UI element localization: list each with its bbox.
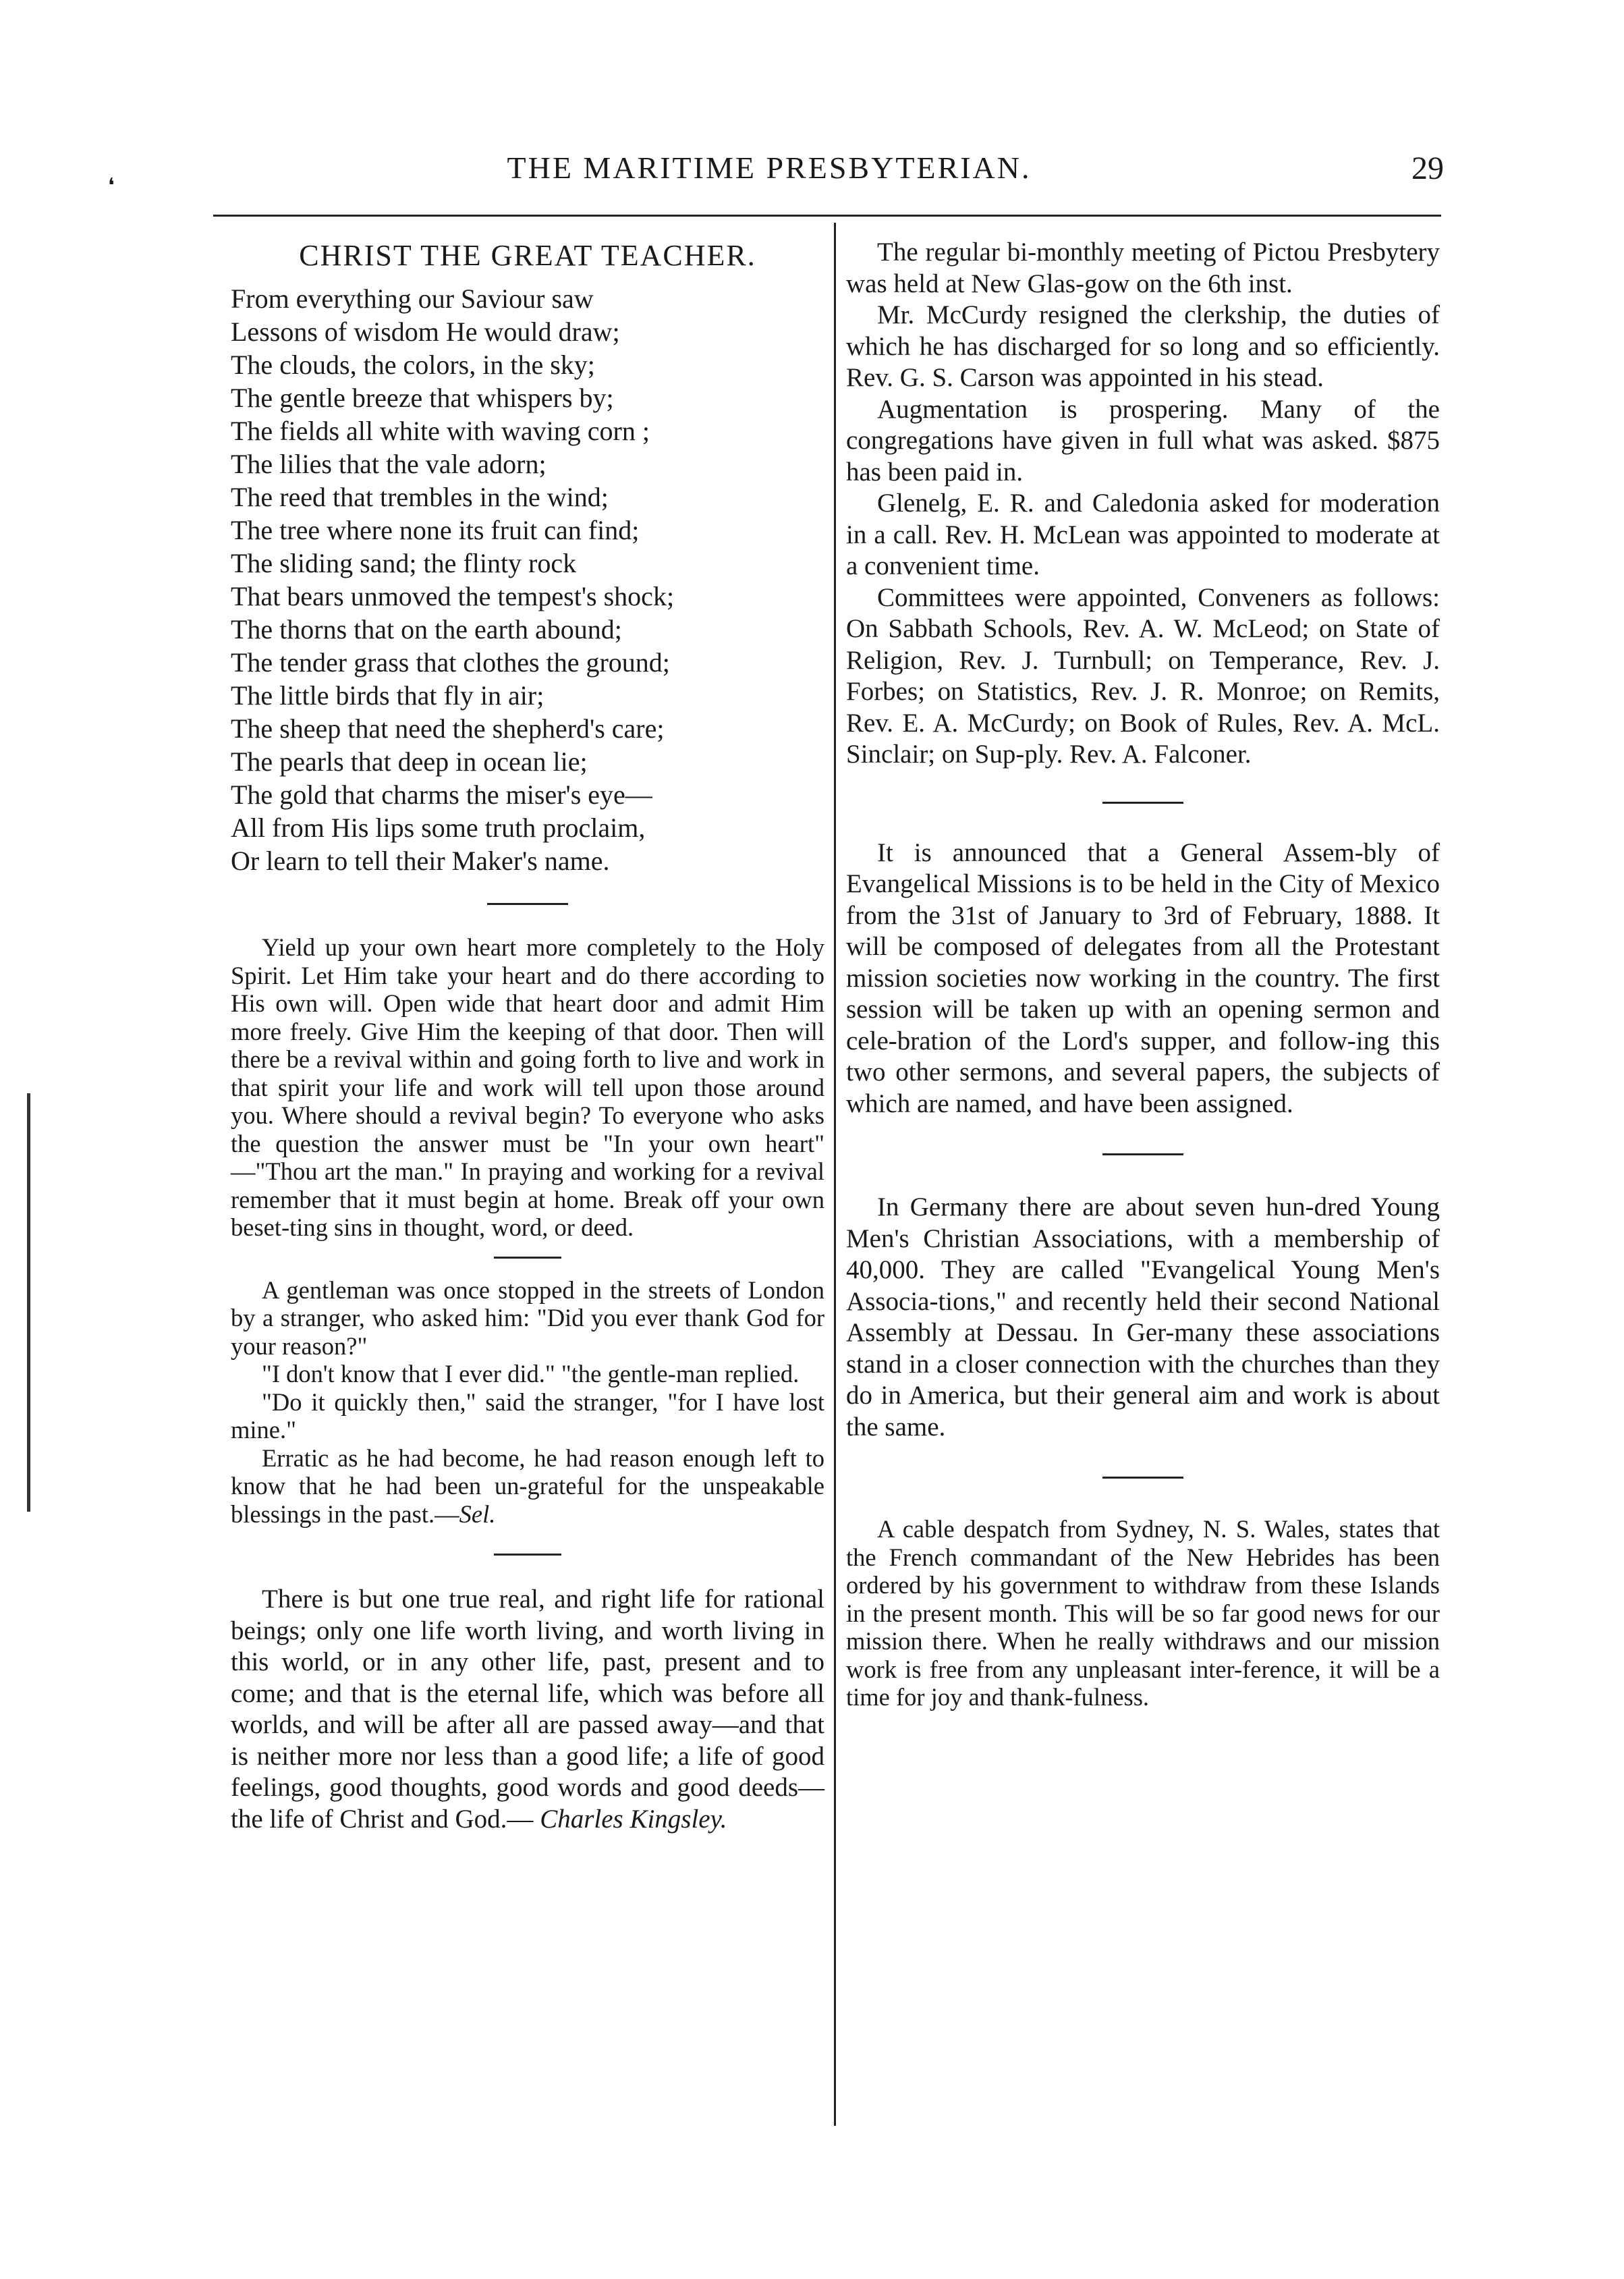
paragraph: "I don't know that I ever did." "the gentle-man replied. [262,1360,800,1388]
article-mexico-assembly: It is announced that a General Assem-bly of Evangelical Missions is to be held in the City of Mexico from the 31st of January to 3rd of February, 1888. It will be composed of delegates from all the Protestant mission societies now working in the country. The first session will be taken up with an opening sermon and cele-bration of the Lord's supper, and follow-ing this two other sermons, and several papers, the subjects of which are named, and have been assigned. [846,838,1440,1118]
poem-line: That bears unmoved the tempest's shock; [231,581,675,611]
article-true-real [231,1584,824,1835]
paragraph: A gentleman was once stopped in the streets of London by a stranger, who asked him: "Did you ever thank God for your reason?" [231,1275,824,1360]
section-separator [494,1554,561,1556]
running-title: THE MARITIME PRESBYTERIAN. [507,150,1032,185]
section-separator [1102,1153,1183,1155]
poem-line: The sheep that need the shepherd's care; [231,713,665,744]
poem-line: The reed that trembles in the wind; [231,482,609,512]
section-separator [1102,802,1183,804]
article-new-hebrides: A cable despatch from Sydney, N. S. Wales, states that the French commandant of the New Hebrides has been ordered by his government to withdraw from these Islands in the present month. This will be so far good news for our mission there. When he really withdraws and our mission work is free from any unpleasant inter-ference, it will be a time for joy and thank-fulness. [846,1515,1440,1711]
paragraph: "Do it quickly then," said the stranger, "for I have lost mine." [231,1388,824,1444]
paragraph-text: There is but one true real, and right life for rational beings; only one life worth living, and worth living in this world, or in any other life, past, present and to come; and that is the eternal life, which was before all worlds, and will be after all are passed away—and that is neither more nor less than a good life; a life of good feelings, good thoughts, good words and good deeds—the life of Christ and God.— [231,1585,824,1834]
page-number: 29 [1411,150,1444,186]
poem-line: The lilies that the vale adorn; [231,449,547,479]
poem-line: From everything our Saviour saw [231,283,594,314]
section-separator [494,1257,561,1259]
paragraph [231,1444,824,1529]
article-gentleman [231,1276,824,1529]
left-column [231,226,824,1835]
paragraph: Glenelg, E. R. and Caledonia asked for moderation in a call. Rev. H. McLean was appointed to moderate at a convenient time. [846,489,1440,580]
article-revival: Yield up your own heart more completely to the Holy Spirit. Let Him take your heart and do there according to His own will. Open wide that heart door and admit Him more freely. Give Him the keeping of that door. Then will there be a revival within and going forth to live and work in that spirit your life and work will tell upon those around you. Where should a revival begin? To everyone who asks the question the answer must be "In your own heart" —"Thou art the man." In praying and working for a revival remember that it must begin at home. Break off your own beset-ting sins in thought, word, or deed. [231,933,824,1241]
poem-title: CHRIST THE GREAT TEACHER. [299,239,756,272]
paragraph: Augmentation is prospering. Many of the congregations have given in full what was asked. $875 has been paid in. [846,394,1440,487]
poem-line: The tree where none its fruit can find; [231,515,640,545]
poem-line: The thorns that on the earth abound; [231,614,622,644]
poem-line: The clouds, the colors, in the sky; [231,350,595,380]
poem-line: The pearls that deep in ocean lie; [231,746,588,777]
article-germany-ymca: In Germany there are about seven hun-dred Young Men's Christian Associations, with a membership of 40,000. They are called "Evangelical Young Men's Associa-tions," and recently held their second National Assembly at Dessau. In Ger-many these associations stand in a closer connection with the churches than they do in America, but their general aim and work is about the same. [846,1192,1440,1441]
poem-line: The gold that charms the miser's eye— [231,779,652,810]
signature: Sel. [459,1500,496,1528]
right-column [846,226,1440,1711]
article-pictou-presbytery [846,237,1440,771]
section-separator [487,903,568,905]
section-separator [1102,1477,1183,1479]
header-rule [213,215,1441,217]
poem [231,238,824,877]
paragraph-text: Erratic as he had become, he had reason enough left to know that he had been un-grateful for the unspeakable blessings in the past.— [231,1444,824,1528]
poem-line: The sliding sand; the flinty rock [231,548,577,578]
poem-line: All from His lips some truth proclaim, [231,813,646,843]
column-divider [834,223,836,2126]
page-header [202,150,1444,204]
margin-tick-mark: ❛ [108,175,115,197]
paragraph: Mr. McCurdy resigned the clerkship, the duties of which he has discharged for so long and so efficiently. Rev. G. S. Carson was appointed in his stead. [846,300,1440,392]
poem-line: The tender grass that clothes the ground; [231,647,670,678]
poem-line: The fields all white with waving corn ; [231,416,650,446]
paragraph: Committees were appointed, Conveners as follows: On Sabbath Schools, Rev. A. W. McLeod; on State of Religion, Rev. J. Turnbull; on Temperance, Rev. J. Forbes; on Statistics, Rev. J. R. Monroe; on Remits, Rev. E. A. McCurdy; on Book of Rules, Rev. A. McL. Sinclair; on Sup-ply. Rev. A. Falconer. [846,582,1440,769]
poem-line: Or learn to tell their Maker's name. [231,846,610,876]
signature: Charles Kingsley. [540,1804,727,1834]
poem-line: Lessons of wisdom He would draw; [231,317,620,347]
poem-line: The gentle breeze that whispers by; [231,383,614,413]
margin-mark [27,1093,30,1512]
poem-line: The little birds that fly in air; [231,680,544,711]
paragraph: The regular bi-monthly meeting of Pictou Presbytery was held at New Glas-gow on the 6th inst. [846,238,1440,298]
